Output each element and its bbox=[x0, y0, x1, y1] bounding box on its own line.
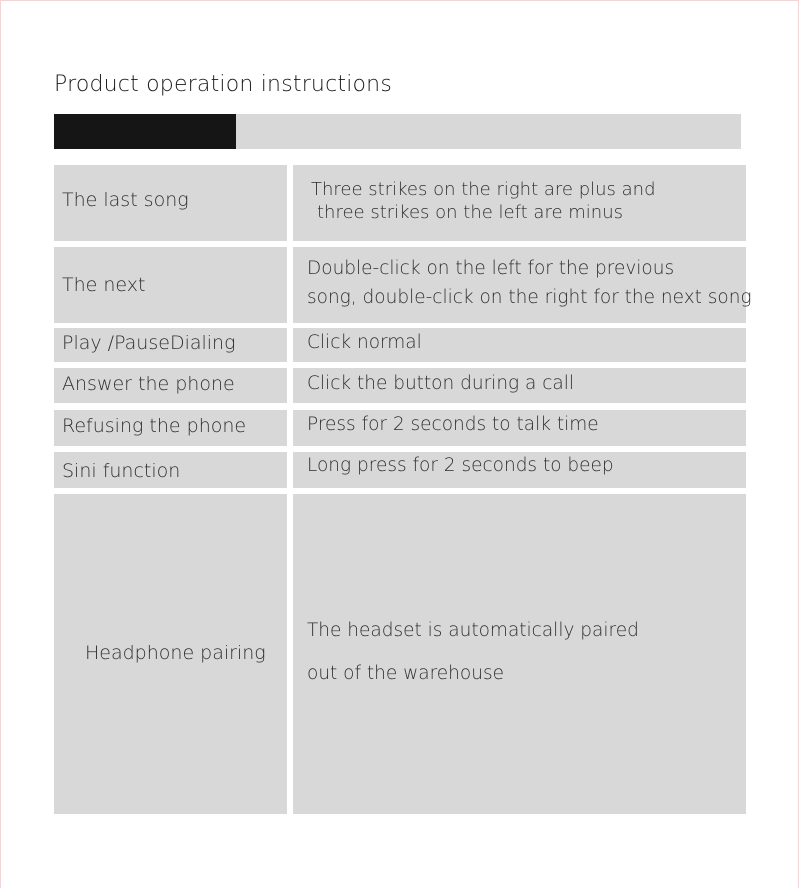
row-desc-line: Double-click on the left for the previous bbox=[307, 258, 675, 279]
row-desc-cell bbox=[293, 410, 746, 446]
row-desc-cell bbox=[293, 328, 746, 362]
row-label-cell bbox=[54, 368, 287, 403]
row-desc-line: out of the warehouse bbox=[307, 663, 504, 684]
row-label-cell bbox=[54, 165, 287, 241]
row-label: Play /PauseDialing bbox=[62, 332, 236, 354]
row-desc-cell bbox=[293, 165, 746, 241]
progress-bar-fill bbox=[54, 114, 236, 149]
page-title: Product operation instructions bbox=[54, 72, 392, 97]
row-label: The next bbox=[62, 274, 146, 296]
row-desc-cell bbox=[293, 368, 746, 403]
row-desc-cell bbox=[293, 494, 746, 814]
row-desc-line: song, double-click on the right for the next song bbox=[307, 287, 752, 308]
row-label: Sini function bbox=[62, 460, 181, 482]
row-desc-line: Long press for 2 seconds to beep bbox=[307, 455, 614, 476]
row-label: Answer the phone bbox=[62, 373, 235, 395]
row-label-cell bbox=[54, 328, 287, 362]
row-label: Headphone pairing bbox=[85, 642, 266, 664]
row-label-cell bbox=[54, 494, 287, 814]
row-label: Refusing the phone bbox=[62, 415, 247, 437]
row-label-cell bbox=[54, 410, 287, 446]
row-desc-cell bbox=[293, 247, 752, 323]
row-label-cell bbox=[54, 452, 287, 488]
row-desc-line: three strikes on the left are minus bbox=[317, 202, 623, 223]
row-desc-line: Click the button during a call bbox=[307, 373, 575, 394]
row-desc-line: The headset is automatically paired bbox=[307, 620, 639, 641]
row-desc-line: Three strikes on the right are plus and bbox=[311, 179, 656, 200]
row-desc-line: Click normal bbox=[307, 332, 422, 353]
progress-bar bbox=[54, 114, 741, 149]
row-desc-line: Press for 2 seconds to talk time bbox=[307, 414, 599, 435]
row-label: The last song bbox=[62, 189, 189, 211]
row-label-cell bbox=[54, 247, 287, 323]
row-desc-cell bbox=[293, 452, 746, 488]
